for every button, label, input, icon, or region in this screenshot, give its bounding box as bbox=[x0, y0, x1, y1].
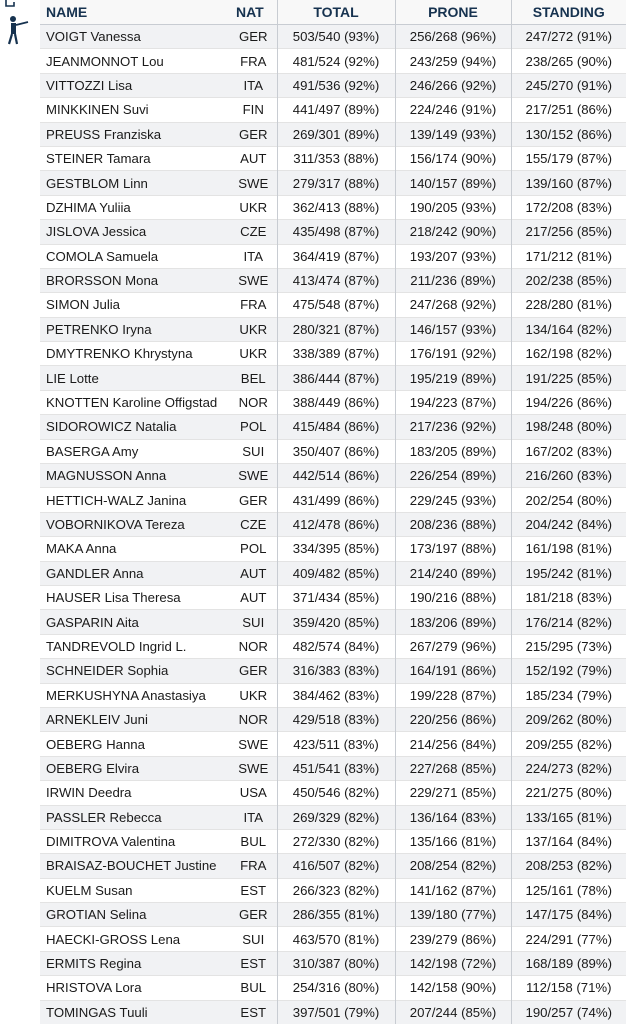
nation-code: CZE bbox=[230, 512, 277, 536]
table-row bbox=[40, 585, 626, 609]
table-row bbox=[40, 49, 626, 73]
prone-hits: 214/256 (84%) bbox=[395, 732, 511, 756]
standing-hits: 172/208 (83%) bbox=[511, 195, 626, 219]
nation-code: UKR bbox=[230, 683, 277, 707]
table-row bbox=[40, 878, 626, 902]
prone-hits: 208/236 (88%) bbox=[395, 512, 511, 536]
athlete-name: HRISTOVA Lora bbox=[40, 976, 230, 1000]
nation-code: POL bbox=[230, 537, 277, 561]
athlete-name: MINKKINEN Suvi bbox=[40, 98, 230, 122]
table-row bbox=[40, 854, 626, 878]
nation-code: EST bbox=[230, 1000, 277, 1024]
prone-hits: 142/198 (72%) bbox=[395, 951, 511, 975]
nation-code: AUT bbox=[230, 561, 277, 585]
athlete-name: VITTOZZI Lisa bbox=[40, 73, 230, 97]
athlete-name: ERMITS Regina bbox=[40, 951, 230, 975]
athlete-name: SIMON Julia bbox=[40, 293, 230, 317]
nation-code: FIN bbox=[230, 98, 277, 122]
athlete-name: GASPARIN Aita bbox=[40, 610, 230, 634]
standing-hits: 185/234 (79%) bbox=[511, 683, 626, 707]
total-hits: 280/321 (87%) bbox=[277, 317, 395, 341]
nation-code: GER bbox=[230, 488, 277, 512]
nation-code: AUT bbox=[230, 585, 277, 609]
athlete-name: SCHNEIDER Sophia bbox=[40, 659, 230, 683]
table-row bbox=[40, 829, 626, 853]
standing-hits: 209/255 (82%) bbox=[511, 732, 626, 756]
total-hits: 450/546 (82%) bbox=[277, 781, 395, 805]
standing-hits: 194/226 (86%) bbox=[511, 390, 626, 414]
prone-hits: 243/259 (94%) bbox=[395, 49, 511, 73]
nation-code: SWE bbox=[230, 464, 277, 488]
prone-hits: 190/216 (88%) bbox=[395, 585, 511, 609]
athlete-name: DZHIMA Yuliia bbox=[40, 195, 230, 219]
total-hits: 423/511 (83%) bbox=[277, 732, 395, 756]
prone-hits: 247/268 (92%) bbox=[395, 293, 511, 317]
prone-hits: 239/279 (86%) bbox=[395, 927, 511, 951]
athlete-name: MAGNUSSON Anna bbox=[40, 464, 230, 488]
total-hits: 371/434 (85%) bbox=[277, 585, 395, 609]
prone-hits: 217/236 (92%) bbox=[395, 415, 511, 439]
nation-code: GER bbox=[230, 903, 277, 927]
nation-code: POL bbox=[230, 415, 277, 439]
athlete-name: ARNEKLEIV Juni bbox=[40, 707, 230, 731]
prone-hits: 142/158 (90%) bbox=[395, 976, 511, 1000]
nation-code: SWE bbox=[230, 732, 277, 756]
standing-hits: 112/158 (71%) bbox=[511, 976, 626, 1000]
standing-hits: 167/202 (83%) bbox=[511, 439, 626, 463]
column-header-nat[interactable]: NAT bbox=[230, 0, 277, 25]
athlete-name: LIE Lotte bbox=[40, 366, 230, 390]
standing-hits: 202/254 (80%) bbox=[511, 488, 626, 512]
total-hits: 316/383 (83%) bbox=[277, 659, 395, 683]
prone-hits: 190/205 (93%) bbox=[395, 195, 511, 219]
total-hits: 384/462 (83%) bbox=[277, 683, 395, 707]
total-hits: 254/316 (80%) bbox=[277, 976, 395, 1000]
prone-hits: 139/180 (77%) bbox=[395, 903, 511, 927]
prone-hits: 211/236 (89%) bbox=[395, 268, 511, 292]
table-row bbox=[40, 122, 626, 146]
athlete-name: JISLOVA Jessica bbox=[40, 220, 230, 244]
table-row bbox=[40, 683, 626, 707]
table-row bbox=[40, 707, 626, 731]
standing-hits: 152/192 (79%) bbox=[511, 659, 626, 683]
table-row bbox=[40, 512, 626, 536]
total-hits: 451/541 (83%) bbox=[277, 756, 395, 780]
column-header-prone[interactable]: PRONE bbox=[395, 0, 511, 25]
table-row bbox=[40, 244, 626, 268]
standing-hits: 195/242 (81%) bbox=[511, 561, 626, 585]
standing-hits: 137/164 (84%) bbox=[511, 829, 626, 853]
nation-code: FRA bbox=[230, 293, 277, 317]
table-row bbox=[40, 561, 626, 585]
total-hits: 266/323 (82%) bbox=[277, 878, 395, 902]
total-hits: 416/507 (82%) bbox=[277, 854, 395, 878]
prone-hits: 141/162 (87%) bbox=[395, 878, 511, 902]
standing-hits: 147/175 (84%) bbox=[511, 903, 626, 927]
table-row bbox=[40, 268, 626, 292]
nation-code: CZE bbox=[230, 220, 277, 244]
standing-hits: 247/272 (91%) bbox=[511, 25, 626, 49]
athlete-name: GESTBLOM Linn bbox=[40, 171, 230, 195]
standing-hits: 238/265 (90%) bbox=[511, 49, 626, 73]
nation-code: USA bbox=[230, 781, 277, 805]
nation-code: GER bbox=[230, 122, 277, 146]
nation-code: UKR bbox=[230, 342, 277, 366]
total-hits: 310/387 (80%) bbox=[277, 951, 395, 975]
table-header-row bbox=[40, 0, 626, 25]
total-hits: 269/301 (89%) bbox=[277, 122, 395, 146]
standing-hits: 134/164 (82%) bbox=[511, 317, 626, 341]
total-hits: 279/317 (88%) bbox=[277, 171, 395, 195]
total-hits: 311/353 (88%) bbox=[277, 146, 395, 170]
nation-code: FRA bbox=[230, 854, 277, 878]
standing-hits: 217/251 (86%) bbox=[511, 98, 626, 122]
table-row bbox=[40, 195, 626, 219]
total-hits: 429/518 (83%) bbox=[277, 707, 395, 731]
table-row bbox=[40, 976, 626, 1000]
nation-code: ITA bbox=[230, 244, 277, 268]
prone-hits: 156/174 (90%) bbox=[395, 146, 511, 170]
total-hits: 491/536 (92%) bbox=[277, 73, 395, 97]
standing-hits: 228/280 (81%) bbox=[511, 293, 626, 317]
athlete-name: COMOLA Samuela bbox=[40, 244, 230, 268]
prone-hits: 214/240 (89%) bbox=[395, 561, 511, 585]
nation-code: ITA bbox=[230, 73, 277, 97]
nation-code: UKR bbox=[230, 195, 277, 219]
prone-hits: 176/191 (92%) bbox=[395, 342, 511, 366]
prone-hits: 199/228 (87%) bbox=[395, 683, 511, 707]
athlete-name: STEINER Tamara bbox=[40, 146, 230, 170]
athlete-name: BRAISAZ-BOUCHET Justine bbox=[40, 854, 230, 878]
athlete-name: PASSLER Rebecca bbox=[40, 805, 230, 829]
prone-hits: 224/246 (91%) bbox=[395, 98, 511, 122]
standing-hits: 198/248 (80%) bbox=[511, 415, 626, 439]
total-hits: 463/570 (81%) bbox=[277, 927, 395, 951]
table-row bbox=[40, 634, 626, 658]
athlete-name: JEANMONNOT Lou bbox=[40, 49, 230, 73]
total-hits: 397/501 (79%) bbox=[277, 1000, 395, 1024]
prone-hits: 218/242 (90%) bbox=[395, 220, 511, 244]
table-row bbox=[40, 366, 626, 390]
prone-hits: 140/157 (89%) bbox=[395, 171, 511, 195]
nation-code: SUI bbox=[230, 927, 277, 951]
nation-code: SUI bbox=[230, 610, 277, 634]
table-row bbox=[40, 439, 626, 463]
prone-hits: 139/149 (93%) bbox=[395, 122, 511, 146]
table-row bbox=[40, 951, 626, 975]
nation-code: NOR bbox=[230, 390, 277, 414]
total-hits: 413/474 (87%) bbox=[277, 268, 395, 292]
nation-code: SWE bbox=[230, 756, 277, 780]
table-row bbox=[40, 927, 626, 951]
nation-code: SWE bbox=[230, 268, 277, 292]
standing-hits: 221/275 (80%) bbox=[511, 781, 626, 805]
prone-hits: 267/279 (96%) bbox=[395, 634, 511, 658]
standing-hits: 139/160 (87%) bbox=[511, 171, 626, 195]
standing-hits: 130/152 (86%) bbox=[511, 122, 626, 146]
nation-code: NOR bbox=[230, 707, 277, 731]
standing-hits: 209/262 (80%) bbox=[511, 707, 626, 731]
standing-hits: 216/260 (83%) bbox=[511, 464, 626, 488]
prone-hits: 173/197 (88%) bbox=[395, 537, 511, 561]
nation-code: GER bbox=[230, 659, 277, 683]
standing-hits: 171/212 (81%) bbox=[511, 244, 626, 268]
nation-code: EST bbox=[230, 951, 277, 975]
shooting-stats-table bbox=[40, 0, 626, 1024]
standing-hits: 176/214 (82%) bbox=[511, 610, 626, 634]
table-row bbox=[40, 732, 626, 756]
athlete-name: SIDOROWICZ Natalia bbox=[40, 415, 230, 439]
nation-code: NOR bbox=[230, 634, 277, 658]
nation-code: SUI bbox=[230, 439, 277, 463]
total-hits: 431/499 (86%) bbox=[277, 488, 395, 512]
nation-code: AUT bbox=[230, 146, 277, 170]
table-row bbox=[40, 390, 626, 414]
total-hits: 475/548 (87%) bbox=[277, 293, 395, 317]
standing-hits: 133/165 (81%) bbox=[511, 805, 626, 829]
nation-code: BEL bbox=[230, 366, 277, 390]
athlete-name: BASERGA Amy bbox=[40, 439, 230, 463]
athlete-name: GROTIAN Selina bbox=[40, 903, 230, 927]
athlete-name: DIMITROVA Valentina bbox=[40, 829, 230, 853]
athlete-name: TANDREVOLD Ingrid L. bbox=[40, 634, 230, 658]
prone-hits: 229/245 (93%) bbox=[395, 488, 511, 512]
prone-hits: 135/166 (81%) bbox=[395, 829, 511, 853]
athlete-name: PREUSS Franziska bbox=[40, 122, 230, 146]
athlete-name: OEBERG Hanna bbox=[40, 732, 230, 756]
total-hits: 482/574 (84%) bbox=[277, 634, 395, 658]
total-hits: 269/329 (82%) bbox=[277, 805, 395, 829]
total-hits: 503/540 (93%) bbox=[277, 25, 395, 49]
standing-hits: 125/161 (78%) bbox=[511, 878, 626, 902]
standing-hits: 181/218 (83%) bbox=[511, 585, 626, 609]
athlete-name: DMYTRENKO Khrystyna bbox=[40, 342, 230, 366]
total-hits: 435/498 (87%) bbox=[277, 220, 395, 244]
standing-hits: 224/291 (77%) bbox=[511, 927, 626, 951]
athlete-name: HAECKI-GROSS Lena bbox=[40, 927, 230, 951]
standing-hits: 191/225 (85%) bbox=[511, 366, 626, 390]
standing-hits: 155/179 (87%) bbox=[511, 146, 626, 170]
total-hits: 415/484 (86%) bbox=[277, 415, 395, 439]
table-row bbox=[40, 488, 626, 512]
column-header-total[interactable]: TOTAL bbox=[277, 0, 395, 25]
standing-hits: 161/198 (81%) bbox=[511, 537, 626, 561]
table-row bbox=[40, 659, 626, 683]
prone-hits: 195/219 (89%) bbox=[395, 366, 511, 390]
nation-code: SWE bbox=[230, 171, 277, 195]
total-hits: 442/514 (86%) bbox=[277, 464, 395, 488]
table-row bbox=[40, 171, 626, 195]
total-hits: 286/355 (81%) bbox=[277, 903, 395, 927]
table-row bbox=[40, 781, 626, 805]
table-row bbox=[40, 756, 626, 780]
biathlon-shooter-icon bbox=[0, 0, 32, 60]
column-header-standing[interactable]: STANDING bbox=[511, 0, 626, 25]
table-row bbox=[40, 903, 626, 927]
athlete-name: OEBERG Elvira bbox=[40, 756, 230, 780]
prone-hits: 164/191 (86%) bbox=[395, 659, 511, 683]
prone-hits: 136/164 (83%) bbox=[395, 805, 511, 829]
standing-hits: 162/198 (82%) bbox=[511, 342, 626, 366]
table-row bbox=[40, 537, 626, 561]
total-hits: 412/478 (86%) bbox=[277, 512, 395, 536]
table-row bbox=[40, 342, 626, 366]
athlete-name: IRWIN Deedra bbox=[40, 781, 230, 805]
standing-hits: 202/238 (85%) bbox=[511, 268, 626, 292]
athlete-name: TOMINGAS Tuuli bbox=[40, 1000, 230, 1024]
standing-hits: 190/257 (74%) bbox=[511, 1000, 626, 1024]
nation-code: GER bbox=[230, 25, 277, 49]
total-hits: 272/330 (82%) bbox=[277, 829, 395, 853]
nation-code: EST bbox=[230, 878, 277, 902]
standing-hits: 215/295 (73%) bbox=[511, 634, 626, 658]
total-hits: 362/413 (88%) bbox=[277, 195, 395, 219]
prone-hits: 227/268 (85%) bbox=[395, 756, 511, 780]
table-row bbox=[40, 98, 626, 122]
prone-hits: 194/223 (87%) bbox=[395, 390, 511, 414]
athlete-name: HAUSER Lisa Theresa bbox=[40, 585, 230, 609]
athlete-name: GANDLER Anna bbox=[40, 561, 230, 585]
table-row bbox=[40, 415, 626, 439]
table-row bbox=[40, 1000, 626, 1024]
prone-hits: 246/266 (92%) bbox=[395, 73, 511, 97]
nation-code: FRA bbox=[230, 49, 277, 73]
total-hits: 386/444 (87%) bbox=[277, 366, 395, 390]
standing-hits: 217/256 (85%) bbox=[511, 220, 626, 244]
nation-code: UKR bbox=[230, 317, 277, 341]
prone-hits: 183/206 (89%) bbox=[395, 610, 511, 634]
nation-code: BUL bbox=[230, 829, 277, 853]
athlete-name: HETTICH-WALZ Janina bbox=[40, 488, 230, 512]
table-row bbox=[40, 25, 626, 49]
total-hits: 409/482 (85%) bbox=[277, 561, 395, 585]
table-row bbox=[40, 805, 626, 829]
prone-hits: 208/254 (82%) bbox=[395, 854, 511, 878]
athlete-name: KUELM Susan bbox=[40, 878, 230, 902]
table-row bbox=[40, 293, 626, 317]
prone-hits: 220/256 (86%) bbox=[395, 707, 511, 731]
table-row bbox=[40, 73, 626, 97]
athlete-name: MAKA Anna bbox=[40, 537, 230, 561]
column-header-name[interactable]: NAME bbox=[40, 0, 230, 25]
total-hits: 388/449 (86%) bbox=[277, 390, 395, 414]
total-hits: 350/407 (86%) bbox=[277, 439, 395, 463]
table-row bbox=[40, 464, 626, 488]
prone-hits: 183/205 (89%) bbox=[395, 439, 511, 463]
standing-hits: 168/189 (89%) bbox=[511, 951, 626, 975]
nation-code: BUL bbox=[230, 976, 277, 1000]
total-hits: 441/497 (89%) bbox=[277, 98, 395, 122]
prone-hits: 256/268 (96%) bbox=[395, 25, 511, 49]
athlete-name: KNOTTEN Karoline Offigstad bbox=[40, 390, 230, 414]
table-row bbox=[40, 317, 626, 341]
total-hits: 359/420 (85%) bbox=[277, 610, 395, 634]
total-hits: 481/524 (92%) bbox=[277, 49, 395, 73]
athlete-name: VOBORNIKOVA Tereza bbox=[40, 512, 230, 536]
table-row bbox=[40, 220, 626, 244]
standing-hits: 224/273 (82%) bbox=[511, 756, 626, 780]
prone-hits: 193/207 (93%) bbox=[395, 244, 511, 268]
prone-hits: 229/271 (85%) bbox=[395, 781, 511, 805]
table-row bbox=[40, 610, 626, 634]
prone-hits: 207/244 (85%) bbox=[395, 1000, 511, 1024]
total-hits: 338/389 (87%) bbox=[277, 342, 395, 366]
prone-hits: 226/254 (89%) bbox=[395, 464, 511, 488]
total-hits: 364/419 (87%) bbox=[277, 244, 395, 268]
table-row bbox=[40, 146, 626, 170]
prone-hits: 146/157 (93%) bbox=[395, 317, 511, 341]
nation-code: ITA bbox=[230, 805, 277, 829]
standing-hits: 245/270 (91%) bbox=[511, 73, 626, 97]
standing-hits: 208/253 (82%) bbox=[511, 854, 626, 878]
athlete-name: BRORSSON Mona bbox=[40, 268, 230, 292]
athlete-name: PETRENKO Iryna bbox=[40, 317, 230, 341]
standing-hits: 204/242 (84%) bbox=[511, 512, 626, 536]
total-hits: 334/395 (85%) bbox=[277, 537, 395, 561]
athlete-name: MERKUSHYNA Anastasiya bbox=[40, 683, 230, 707]
athlete-name: VOIGT Vanessa bbox=[40, 25, 230, 49]
